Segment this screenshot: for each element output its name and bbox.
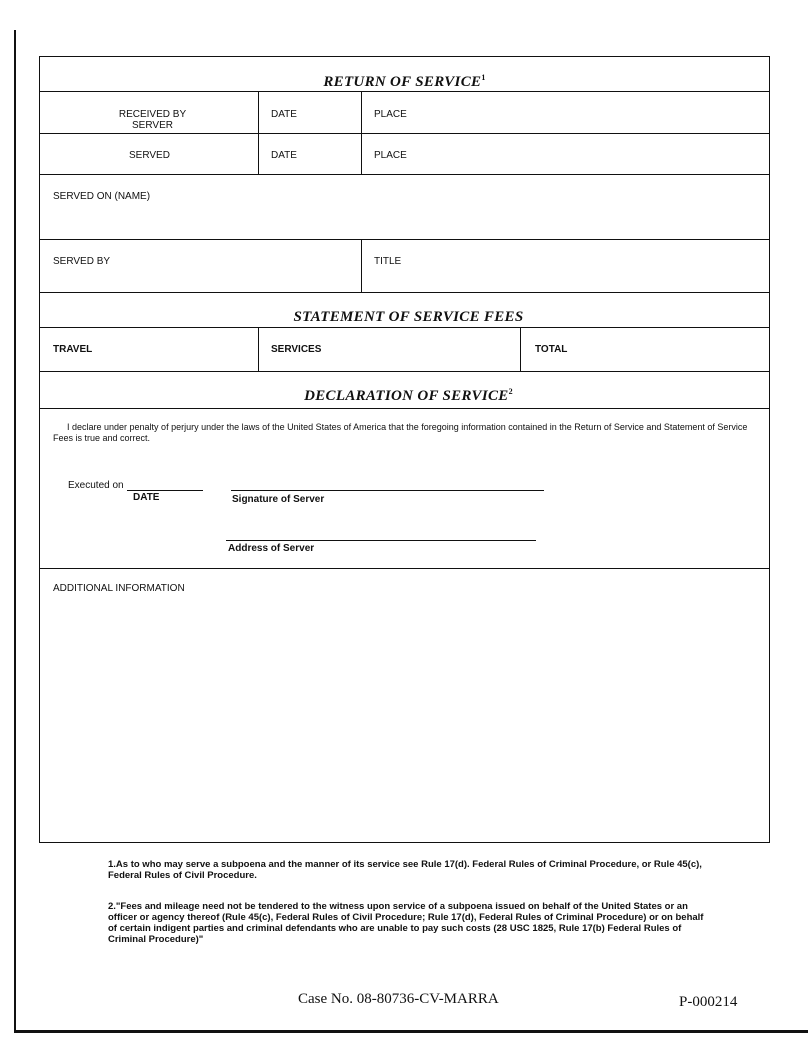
declaration-title: DECLARATION OF SERVICE$^2$ [304,387,513,404]
rule [39,408,770,409]
served-date-label[interactable]: DATE [271,150,297,161]
date-label: DATE [133,492,160,503]
services-label[interactable]: SERVICES [271,344,322,355]
rule [39,239,770,240]
address-line[interactable] [226,540,536,541]
rule [39,91,770,92]
signature-line[interactable] [231,490,544,491]
served-place-label[interactable]: PLACE [374,150,407,161]
rule [39,568,770,569]
return-of-service-title: RETURN OF SERVICE$^1$ [323,73,486,90]
footnote-2: 2."Fees and mileage need not be tendered to the witness upon service of a subpoena issued on behalf of the United States or an officer or agency thereof (Rule 45(c), Federal Rules of Civil Procedure; Rule 17(d), Federal Rules of Criminal Procedure) or on behalf of certain indigent parties and criminal defendants who are unable to pay such costs (28 USC 1825, Rule 17(b) Federal Rules of Criminal Procedure)" [108,901,704,945]
received-date-label[interactable]: DATE [271,109,297,120]
signature-of-server-label: Signature of Server [232,494,325,505]
rule [39,133,770,134]
served-on-name-label[interactable]: SERVED ON (NAME) [53,191,151,202]
footnote-1: 1.As to who may serve a subpoena and the manner of its service see Rule 17(d). Federal Rules of Criminal Procedure, or Rule 45(c), Federal Rules of Civil Procedure. [108,859,702,881]
served-by-label[interactable]: SERVED BY [53,256,111,267]
divider [361,239,362,292]
rule [39,371,770,372]
total-label[interactable]: TOTAL [535,344,568,355]
page-number: P-000214 [679,994,738,1010]
received-place-label[interactable]: PLACE [374,109,407,120]
rule [39,292,770,293]
divider [361,91,362,174]
bottom-page-edge [14,1030,808,1033]
executed-on-label: Executed on [68,480,124,491]
additional-information-label[interactable]: ADDITIONAL INFORMATION [53,583,185,594]
case-number: Case No. 08-80736-CV-MARRA [298,991,499,1007]
divider [258,327,259,371]
divider [258,91,259,174]
divider [520,327,521,371]
service-fees-title: STATEMENT OF SERVICE FEES [293,309,524,325]
date-signature-line[interactable] [127,490,203,491]
rule [39,327,770,328]
declaration-text: I declare under penalty of perjury under the laws of the United States of America that the foregoing information contained in the Return of Service and Statement of Service Fees is true and correct. [53,422,748,443]
travel-label[interactable]: TRAVEL [53,344,93,355]
title-label[interactable]: TITLE [374,256,402,267]
rule [39,174,770,175]
left-page-edge [14,30,16,1030]
address-of-server-label: Address of Server [228,543,315,554]
received-by-server-label: RECEIVED BY SERVER [118,109,187,131]
served-label: SERVED [129,150,170,161]
